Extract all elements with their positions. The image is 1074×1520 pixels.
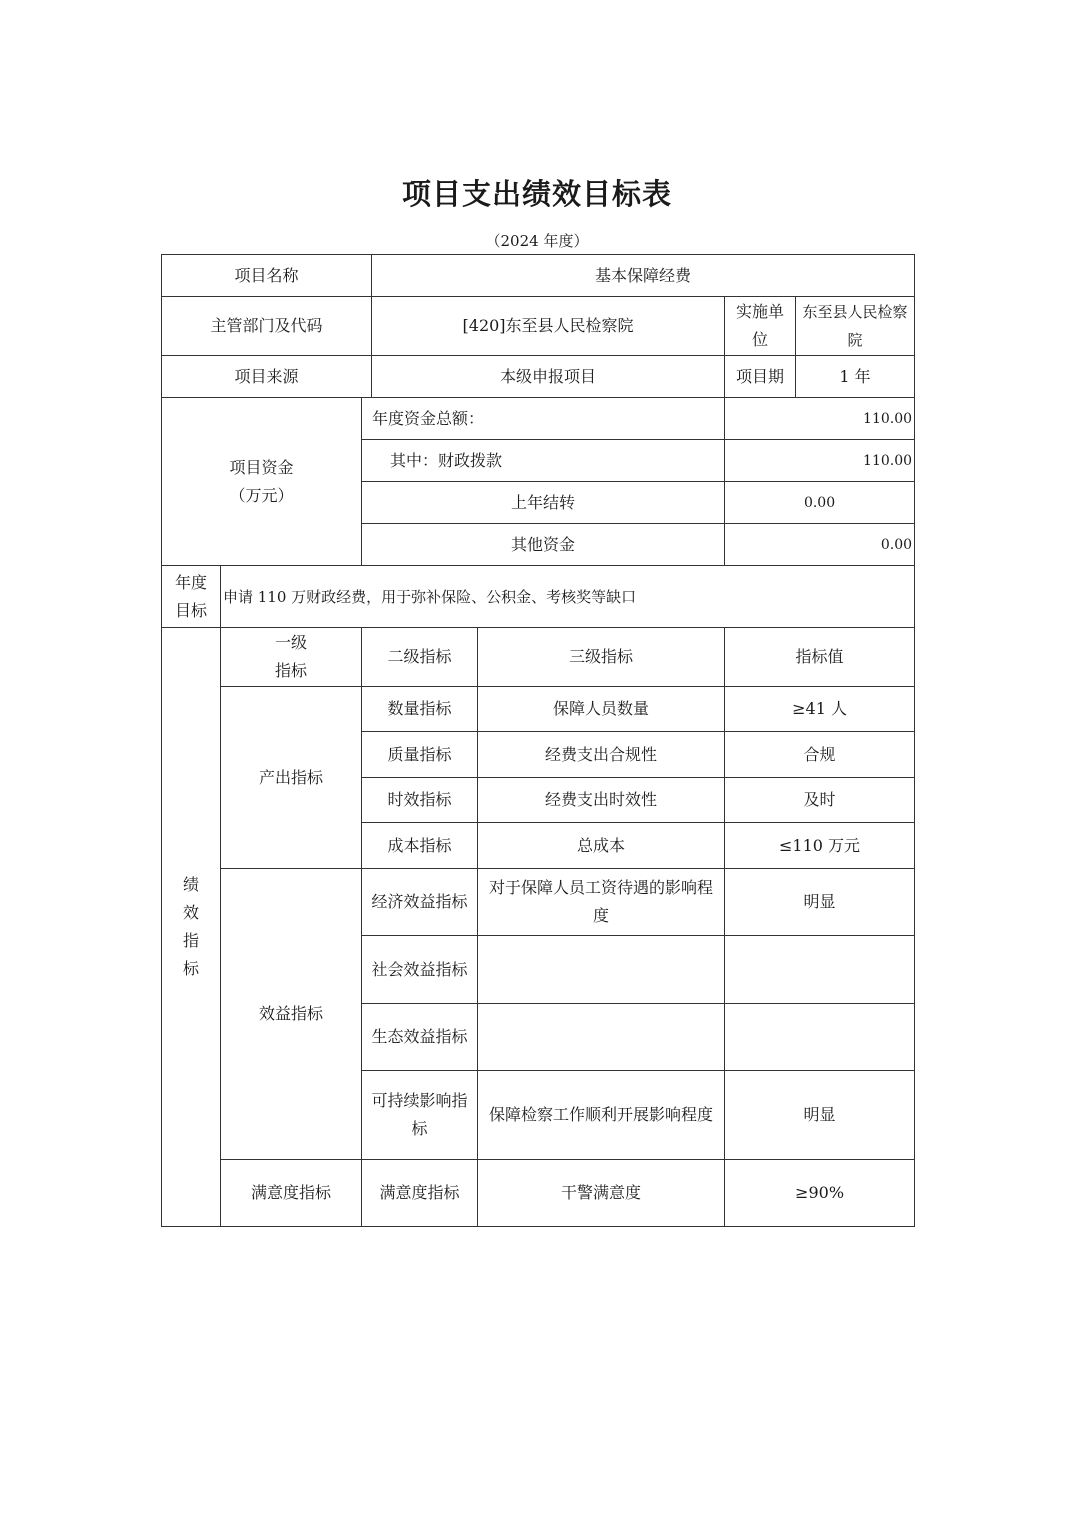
funds-label <box>162 398 362 566</box>
section-label-char-1: 绩 <box>182 875 199 894</box>
benefit-value <box>725 1004 915 1071</box>
output-level3: 保障人员数量 <box>478 687 725 732</box>
annual-goal-value: 申请 110 万财政经费，用于弥补保险、公积金、考核奖等缺口 <box>221 566 915 628</box>
row-department <box>162 297 915 356</box>
funds-label-line2: （万元） <box>229 485 294 505</box>
header-level1-line1: 一级 <box>274 633 307 652</box>
section-label-char-2: 效 <box>182 903 199 922</box>
department-label: 主管部门及代码 <box>162 297 372 356</box>
project-name-value: 基本保障经费 <box>372 255 915 297</box>
header-value: 指标值 <box>725 628 915 687</box>
benefit-level3: 对于保障人员工资待遇的影响程度 <box>478 869 725 936</box>
funds-carryover-value: 0.00 <box>725 482 915 524</box>
benefit-level3 <box>478 936 725 1004</box>
section-label-char-4: 标 <box>182 959 199 978</box>
funds-total-value: 110.00 <box>725 398 915 440</box>
benefit-level3: 保障检察工作顺利开展影响程度 <box>478 1071 725 1160</box>
funds-other-label: 其他资金 <box>362 524 725 566</box>
table-row <box>162 869 915 936</box>
section-label-char-3: 指 <box>182 931 199 950</box>
funds-total-label: 年度资金总额： <box>362 398 725 440</box>
output-indicator-label: 产出指标 <box>221 687 362 869</box>
annual-goal-label-line2: 目标 <box>174 600 207 620</box>
row-source <box>162 356 915 398</box>
output-level2: 成本指标 <box>362 823 478 869</box>
page-subtitle: （2024 年度） <box>485 232 589 250</box>
implementing-unit-value: 东至县人民检察院 <box>796 297 915 356</box>
funds-other-value: 0.00 <box>725 524 915 566</box>
funds-carryover-label: 上年结转 <box>362 482 725 524</box>
output-level3: 经费支出合规性 <box>478 732 725 778</box>
benefit-level2: 经济效益指标 <box>362 869 478 936</box>
annual-goal-label-line1: 年度 <box>174 572 207 592</box>
row-project-name <box>162 255 915 297</box>
satisfaction-level3: 干警满意度 <box>478 1160 725 1227</box>
period-label: 项目期 <box>725 356 796 398</box>
benefit-value: 明显 <box>725 1071 915 1160</box>
output-value: 合规 <box>725 732 915 778</box>
benefit-value: 明显 <box>725 869 915 936</box>
project-name-label: 项目名称 <box>162 255 372 297</box>
output-value: ≤110 万元 <box>725 823 915 869</box>
header-level3: 三级指标 <box>478 628 725 687</box>
funds-fiscal-label: 其中：财政拨款 <box>362 440 725 482</box>
implementing-unit-label: 实施单位 <box>725 297 796 356</box>
performance-indicator-section-label <box>162 628 221 1227</box>
satisfaction-value: ≥90% <box>725 1160 915 1227</box>
output-value: ≥41 人 <box>725 687 915 732</box>
satisfaction-indicator-label: 满意度指标 <box>221 1160 362 1227</box>
output-level2: 时效指标 <box>362 778 478 823</box>
period-value: 1 年 <box>796 356 915 398</box>
header-level1-line2: 指标 <box>274 661 307 680</box>
row-indicator-header <box>162 628 915 687</box>
table-row <box>162 1160 915 1227</box>
funds-label-line1: 项目资金 <box>229 457 294 477</box>
row-funds-total <box>162 398 915 440</box>
source-label: 项目来源 <box>162 356 372 398</box>
output-level3: 总成本 <box>478 823 725 869</box>
funds-fiscal-value: 110.00 <box>725 440 915 482</box>
output-value: 及时 <box>725 778 915 823</box>
source-value: 本级申报项目 <box>372 356 725 398</box>
header-level1 <box>221 628 362 687</box>
benefit-indicator-label: 效益指标 <box>221 869 362 1160</box>
output-level2: 质量指标 <box>362 732 478 778</box>
output-level2: 数量指标 <box>362 687 478 732</box>
department-value: [420]东至县人民检察院 <box>372 297 725 356</box>
header-level2: 二级指标 <box>362 628 478 687</box>
row-annual-goal <box>162 566 915 628</box>
table-row <box>162 687 915 732</box>
benefit-value <box>725 936 915 1004</box>
benefit-level2: 社会效益指标 <box>362 936 478 1004</box>
benefit-level3 <box>478 1004 725 1071</box>
performance-target-table <box>161 254 915 1227</box>
annual-goal-label <box>162 566 221 628</box>
satisfaction-level2: 满意度指标 <box>362 1160 478 1227</box>
benefit-level2: 生态效益指标 <box>362 1004 478 1071</box>
benefit-level2: 可持续影响指标 <box>362 1071 478 1160</box>
output-level3: 经费支出时效性 <box>478 778 725 823</box>
page-title: 项目支出绩效目标表 <box>401 177 672 211</box>
